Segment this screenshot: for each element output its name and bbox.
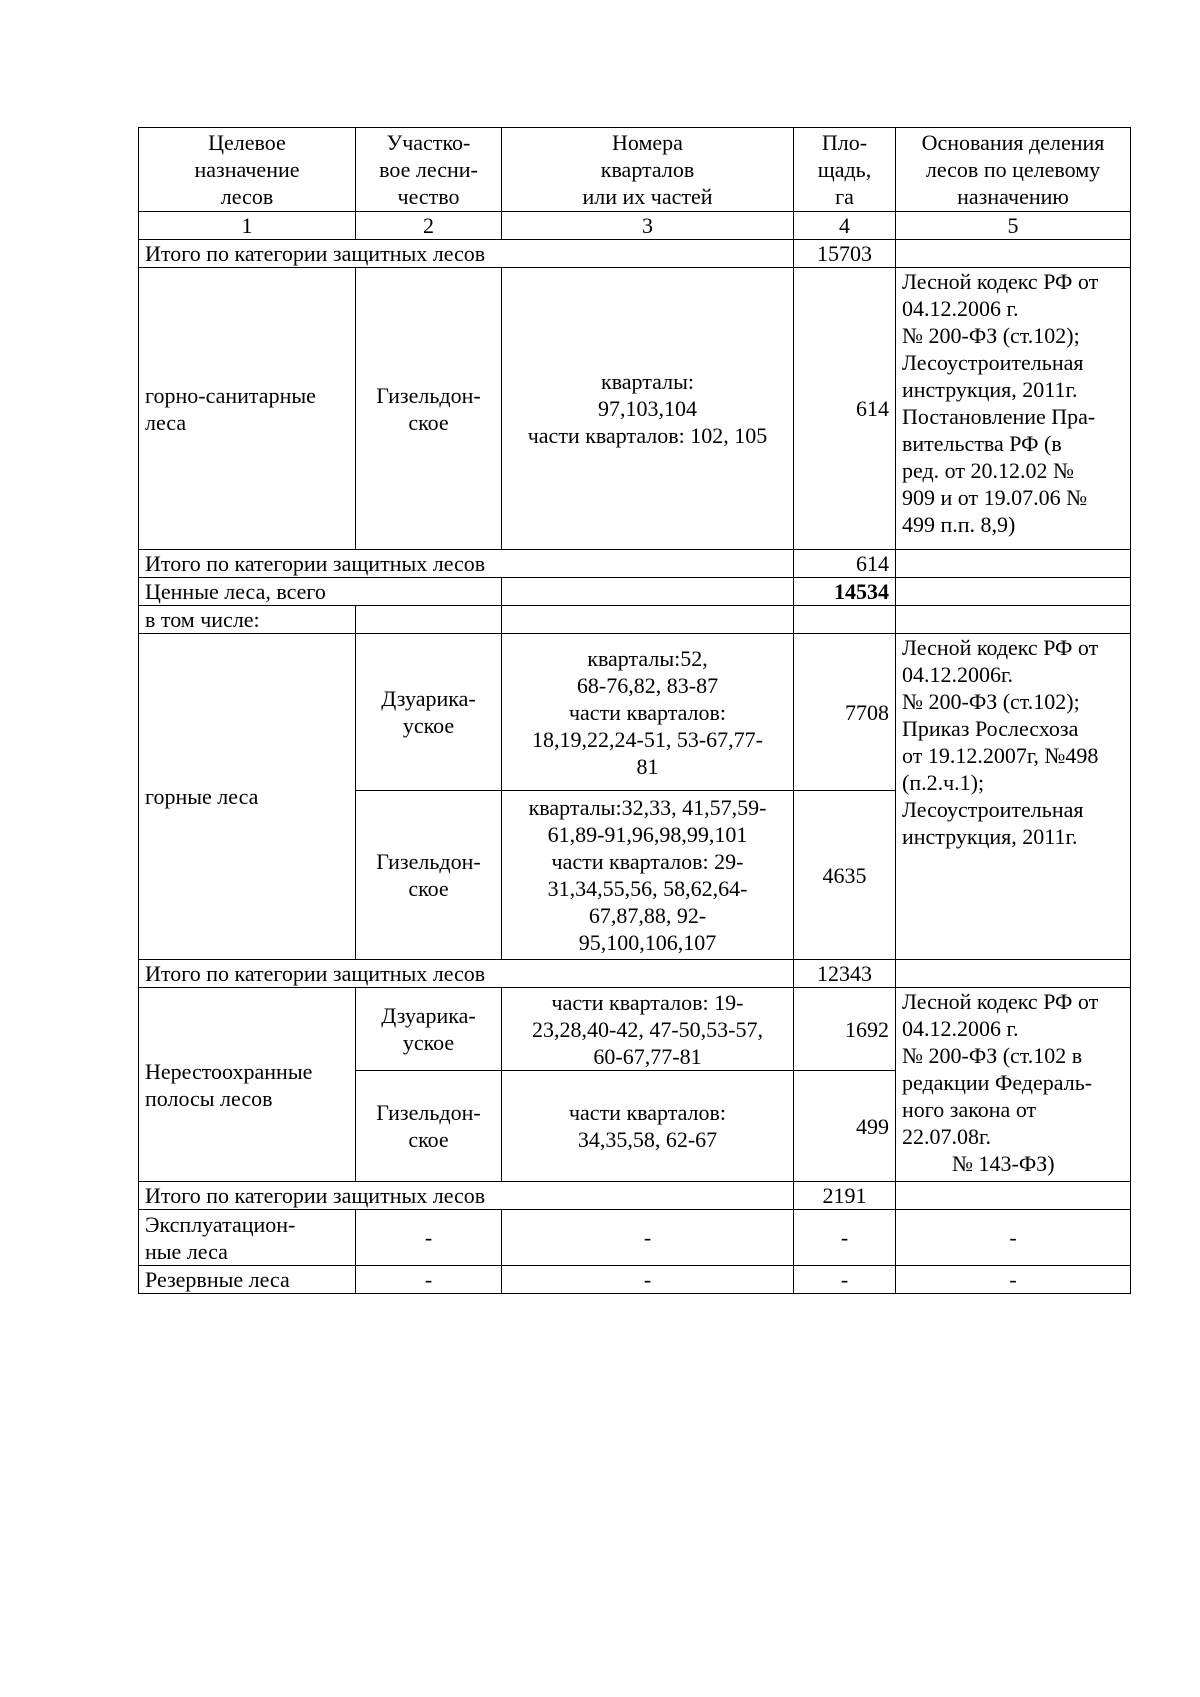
quarters-cell: - (502, 1210, 794, 1266)
district-cell: Гизельдон- ское (356, 791, 502, 960)
subtotal-area: 614 (794, 550, 896, 578)
subtotal-label: Итого по категории защитных лесов (139, 1182, 794, 1210)
valuable-total-label: Ценные леса, всего (139, 578, 502, 606)
area-cell: 4635 (794, 791, 896, 960)
empty-cell (502, 606, 794, 634)
header-area: Пло- щадь, га (794, 128, 896, 212)
forest-purpose-table (138, 127, 1131, 1294)
basis-cell: Лесной кодекс РФ от 04.12.2006 г. № 200-ФЗ (ст.102); Лесоустроительная инструкция, 2011г. Постановление Пра- вительства РФ (в ред. от 20.12.02 № 909 и от 19.07.06 № 499 п.п. 8,9) (896, 268, 1131, 550)
empty-cell (502, 578, 794, 606)
column-number: 2 (356, 212, 502, 240)
empty-cell (896, 960, 1131, 988)
quarters-cell: кварталы:32,33, 41,57,59- 61,89-91,96,98,99,101 части кварталов: 29- 31,34,55,56, 58,62,64- 67,87,88, 92- 95,100,106,107 (502, 791, 794, 960)
area-cell: 499 (794, 1071, 896, 1182)
basis-text: Лесной кодекс РФ от 04.12.2006 г. № 200-ФЗ (ст.102 в редакции Федераль- ного закона от 22.07.08г. (902, 989, 1099, 1149)
subtotal-area: 12343 (794, 960, 896, 988)
valuable-total-area: 14534 (794, 578, 896, 606)
table-row-mountain-sanitary (139, 268, 1131, 550)
including-label: в том числе: (139, 606, 356, 634)
district-cell: Гизельдон- ское (356, 268, 502, 550)
header-district: Участко- вое лесни- чество (356, 128, 502, 212)
subtotal-label: Итого по категории защитных лесов (139, 240, 794, 268)
subtotal-label: Итого по категории защитных лесов (139, 550, 794, 578)
basis-text: № 143-ФЗ) (952, 1151, 1055, 1176)
header-purpose: Целевое назначение лесов (139, 128, 356, 212)
document-page (138, 127, 1130, 1294)
purpose-cell: Нерестоохранные полосы лесов (139, 988, 356, 1182)
district-cell: - (356, 1266, 502, 1294)
empty-cell (896, 1182, 1131, 1210)
district-cell: - (356, 1210, 502, 1266)
area-cell: 614 (794, 268, 896, 550)
header-quarters: Номера кварталов или их частей (502, 128, 794, 212)
empty-cell (896, 578, 1131, 606)
basis-cell: - (896, 1210, 1131, 1266)
subtotal-area: 2191 (794, 1182, 896, 1210)
basis-cell: Лесной кодекс РФ от 04.12.2006г. № 200-ФЗ (ст.102); Приказ Рослесхоза от 19.12.2007г, №498 (п.2.ч.1); Лесоустроительная инструкция, 2011г. (896, 634, 1131, 960)
empty-cell (896, 606, 1131, 634)
area-cell: - (794, 1266, 896, 1294)
table-row-reserve (139, 1266, 1131, 1294)
column-numbers-row (139, 212, 1131, 240)
quarters-cell: - (502, 1266, 794, 1294)
table-row-mountain (139, 634, 1131, 791)
purpose-cell: Резервные леса (139, 1266, 356, 1294)
purpose-cell: горные леса (139, 634, 356, 960)
subtotal-row (139, 550, 1131, 578)
basis-cell (896, 988, 1131, 1182)
empty-cell (794, 606, 896, 634)
column-number: 5 (896, 212, 1131, 240)
district-cell: Дзуарика- уское (356, 988, 502, 1071)
subtotal-area: 15703 (794, 240, 896, 268)
empty-cell (896, 550, 1131, 578)
including-row (139, 606, 1131, 634)
basis-cell: - (896, 1266, 1131, 1294)
subtotal-row (139, 960, 1131, 988)
area-cell: - (794, 1210, 896, 1266)
header-row (139, 128, 1131, 212)
purpose-cell: Эксплуатацион- ные леса (139, 1210, 356, 1266)
empty-cell (896, 240, 1131, 268)
subtotal-label: Итого по категории защитных лесов (139, 960, 794, 988)
quarters-cell: части кварталов: 19- 23,28,40-42, 47-50,53-57, 60-67,77-81 (502, 988, 794, 1071)
valuable-total-row (139, 578, 1131, 606)
header-basis: Основания деления лесов по целевому назначению (896, 128, 1131, 212)
area-cell: 1692 (794, 988, 896, 1071)
district-cell: Дзуарика- уское (356, 634, 502, 791)
empty-cell (356, 606, 502, 634)
subtotal-row (139, 240, 1131, 268)
column-number: 3 (502, 212, 794, 240)
quarters-cell: части кварталов: 34,35,58, 62-67 (502, 1071, 794, 1182)
quarters-cell: кварталы:52, 68-76,82, 83-87 части кварталов: 18,19,22,24-51, 53-67,77- 81 (502, 634, 794, 791)
area-cell: 7708 (794, 634, 896, 791)
quarters-cell: кварталы: 97,103,104 части кварталов: 102, 105 (502, 268, 794, 550)
purpose-cell: горно-санитарные леса (139, 268, 356, 550)
column-number: 4 (794, 212, 896, 240)
district-cell: Гизельдон- ское (356, 1071, 502, 1182)
subtotal-row (139, 1182, 1131, 1210)
column-number: 1 (139, 212, 356, 240)
table-row-spawning (139, 988, 1131, 1071)
table-row-exploitation (139, 1210, 1131, 1266)
